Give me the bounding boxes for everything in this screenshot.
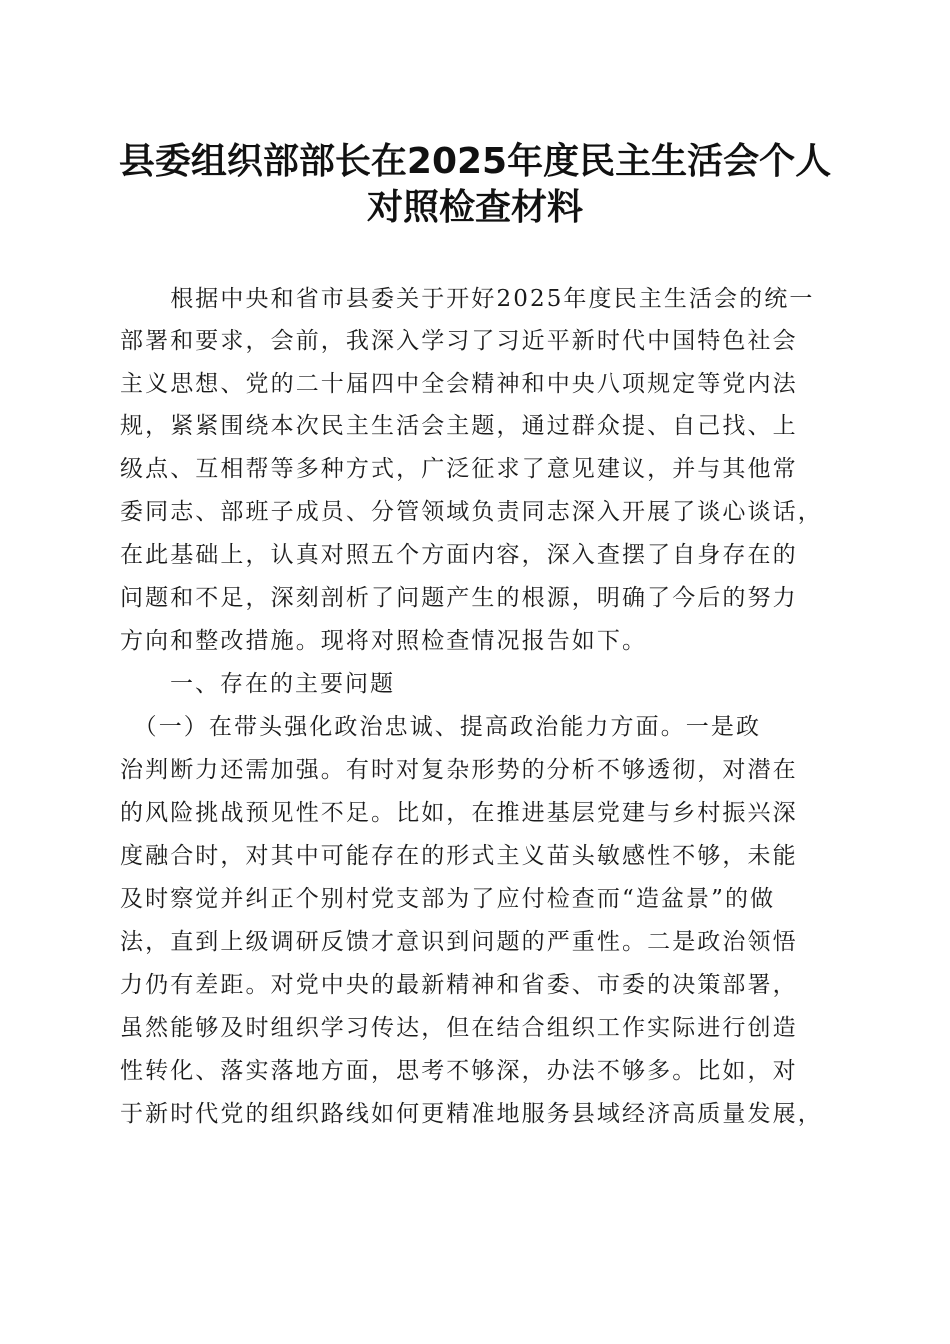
body-line: 性转化、落实落地方面，思考不够深，办法不够多。比如，对	[120, 1058, 798, 1084]
body-line: 虽然能够及时组织学习传达，但在结合组织工作实际进行创造	[120, 1015, 798, 1041]
body-line: 问题和不足，深刻剖析了问题产生的根源，明确了今后的努力	[120, 585, 798, 611]
document-title-line-1: 县委组织部部长在2025年度民主生活会个人	[118, 141, 832, 182]
body-line: 治判断力还需加强。有时对复杂形势的分析不够透彻，对潜在	[120, 757, 798, 783]
body-line: 于新时代党的组织路线如何更精准地服务县域经济高质量发展，	[120, 1101, 823, 1127]
body-line: 方向和整改措施。现将对照检查情况报告如下。	[120, 628, 648, 654]
document-title-line-2: 对照检查材料	[366, 187, 583, 228]
body-line: 在此基础上，认真对照五个方面内容，深入查摆了自身存在的	[120, 542, 798, 568]
body-line: 规，紧紧围绕本次民主生活会主题，通过群众提、自己找、上	[120, 413, 798, 439]
body-line: 委同志、部班子成员、分管领域负责同志深入开展了谈心谈话，	[120, 499, 823, 525]
section-heading: 一、存在的主要问题	[120, 671, 395, 697]
body-line: 及时察觉并纠正个别村党支部为了应付检查而“造盆景”的做	[120, 886, 776, 912]
body-line: 力仍有差距。对党中央的最新精神和省委、市委的决策部署，	[120, 972, 798, 998]
body-line: 部署和要求，会前，我深入学习了习近平新时代中国特色社会	[120, 328, 798, 354]
body-line: 法，直到上级调研反馈才意识到问题的严重性。二是政治领悟	[120, 929, 798, 955]
body-line: （一）在带头强化政治忠诚、提高政治能力方面。一是政	[120, 714, 762, 740]
body-line: 根据中央和省市县委关于开好2025年度民主生活会的统一	[120, 286, 815, 312]
body-line: 度融合时，对其中可能存在的形式主义苗头敏感性不够，未能	[120, 843, 798, 869]
body-line: 级点、互相帮等多种方式，广泛征求了意见建议，并与其他常	[120, 456, 798, 482]
body-line: 的风险挑战预见性不足。比如，在推进基层党建与乡村振兴深	[120, 800, 798, 826]
body-line: 主义思想、党的二十届四中全会精神和中央八项规定等党内法	[120, 371, 798, 397]
